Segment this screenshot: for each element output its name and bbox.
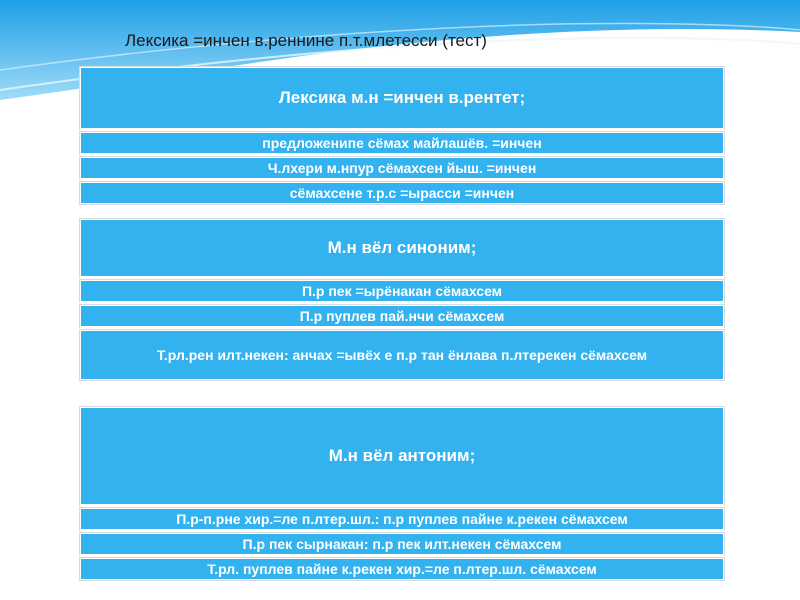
table-row: предложенипе сёмах майлашёв. =инчен	[80, 132, 724, 154]
table-row: П.р пек =ырёнакан сёмахсем	[80, 280, 724, 302]
table-row: Ч.лхери м.нпур сёмахсен йыш. =инчен	[80, 157, 724, 179]
table-row: Т.рл. пуплев пайне к.рекен хир.=ле п.лтер.шл. сёмахсем	[80, 558, 724, 580]
antonym-table	[80, 407, 724, 580]
table-row: сёмахсене т.р.с =ырасси =инчен	[80, 182, 724, 204]
synonym-table	[80, 219, 724, 380]
lexis-table	[80, 67, 724, 204]
table-header: М.н вёл антоним;	[80, 407, 724, 505]
slide-title: Лексика =инчен в.реннине п.т.млетесси (тест)	[125, 31, 487, 50]
table-row: П.р-п.рне хир.=ле п.лтер.шл.: п.р пуплев пайне к.рекен сёмахсем	[80, 508, 724, 530]
table-row: П.р пек сырнакан: п.р пек илт.некен сёмахсем	[80, 533, 724, 555]
table-header: Лексика м.н =инчен в.рентет;	[80, 67, 724, 129]
table-row: Т.рл.рен илт.некен: анчах =ывёх е п.р тан ёнлава п.лтерекен сёмахсем	[80, 330, 724, 380]
table-header: М.н вёл синоним;	[80, 219, 724, 277]
table-row: П.р пуплев пай.нчи сёмахсем	[80, 305, 724, 327]
